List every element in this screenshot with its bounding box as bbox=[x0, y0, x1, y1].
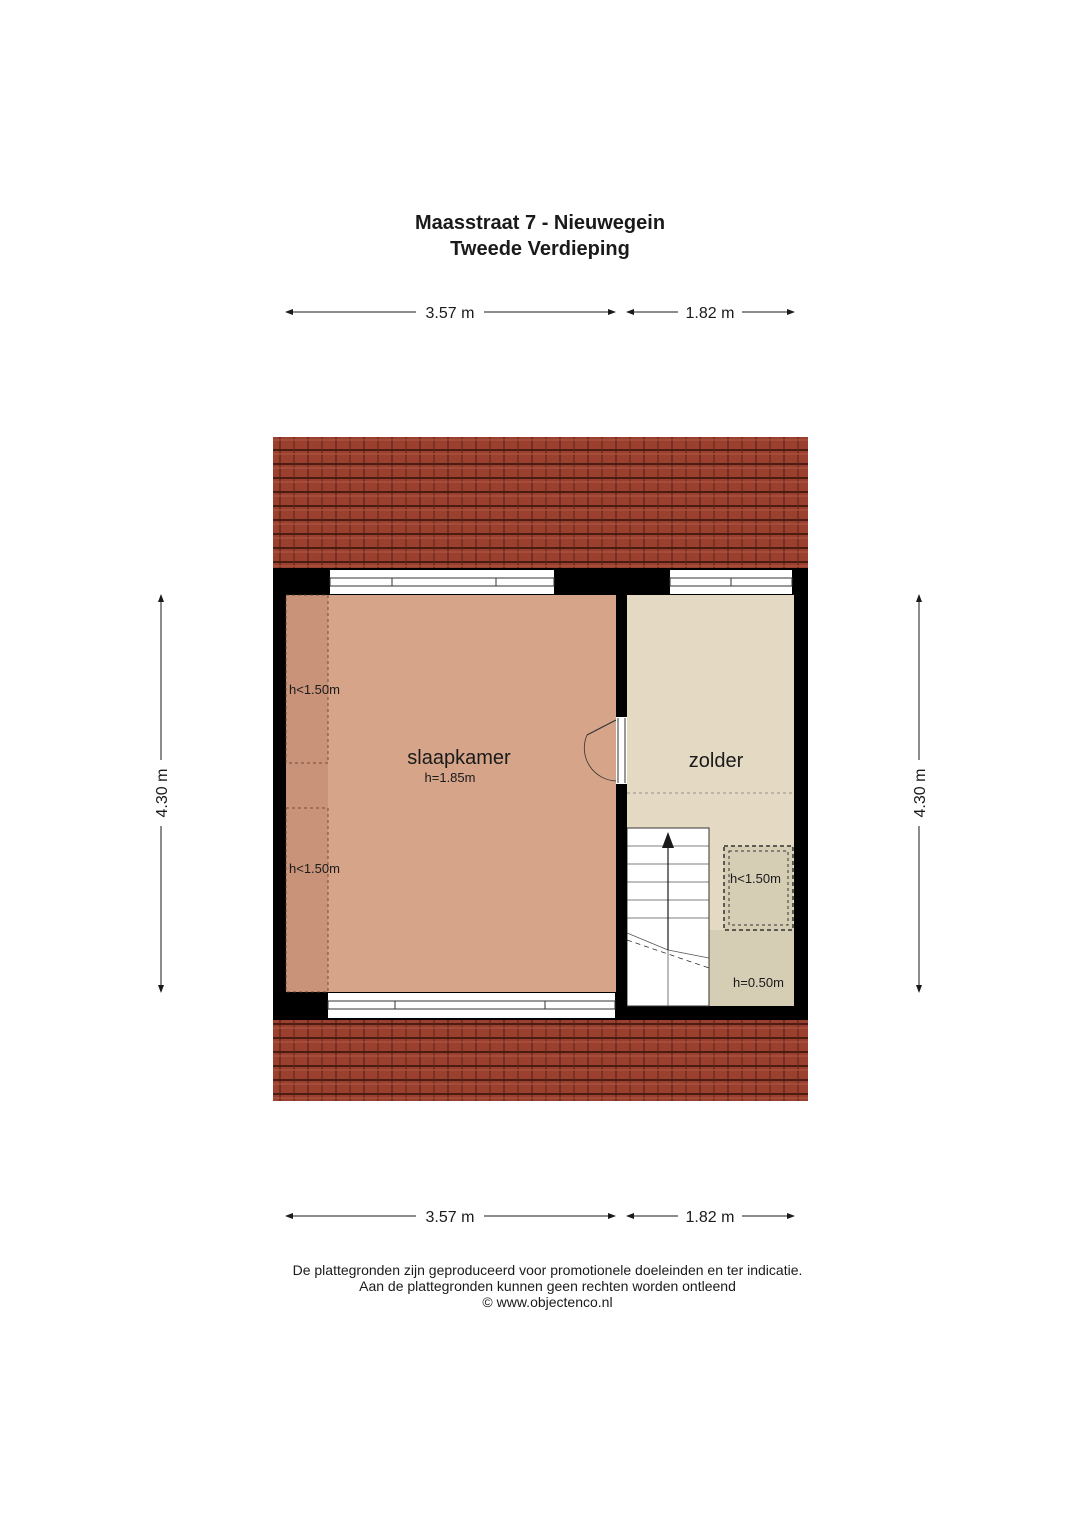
disclaimer-line-2: Aan de plattegronden kunnen geen rechten worden ontleend bbox=[359, 1278, 736, 1294]
dimension-left: 4.30 m bbox=[154, 768, 171, 818]
stair-height-label: h=0.50m bbox=[733, 975, 784, 990]
interior-wall bbox=[616, 595, 627, 1006]
disclaimer-line-1: De plattegronden zijn geproduceerd voor promotionele doeleinden en ter indicatie. bbox=[292, 1262, 803, 1278]
plan-title: Maasstraat 7 - Nieuwegein bbox=[414, 212, 666, 234]
attic-name: zolder bbox=[688, 750, 744, 772]
roof-top bbox=[273, 437, 808, 568]
window-bedroom-bottom bbox=[328, 993, 615, 1018]
dimension-top-left: 3.57 m bbox=[425, 305, 475, 322]
bedroom-name: slaapkamer bbox=[407, 747, 511, 769]
dimension-bottom-left: 3.57 m bbox=[425, 1209, 475, 1226]
dimension-top-right: 1.82 m bbox=[685, 305, 735, 322]
attic-low-corner bbox=[709, 930, 794, 1006]
window-bedroom-top bbox=[330, 570, 554, 594]
low-ceiling-label: h<1.50m bbox=[289, 861, 340, 876]
staircase bbox=[627, 828, 709, 1006]
attic-hatch bbox=[724, 846, 793, 930]
floor-subtitle: Tweede Verdieping bbox=[450, 238, 630, 260]
dimension-right: 4.30 m bbox=[912, 768, 929, 818]
window-attic-top bbox=[670, 570, 792, 594]
low-ceiling-label: h<1.50m bbox=[289, 682, 340, 697]
dimension-bottom-right: 1.82 m bbox=[685, 1209, 735, 1226]
low-ceiling-label: h<1.50m bbox=[730, 871, 781, 886]
bedroom-low-zone bbox=[286, 595, 328, 992]
roof-bottom bbox=[273, 1020, 808, 1101]
bedroom-floor bbox=[286, 595, 616, 992]
bedroom-height: h=1.85m bbox=[424, 770, 476, 785]
copyright: © www.objectenco.nl bbox=[482, 1294, 613, 1310]
